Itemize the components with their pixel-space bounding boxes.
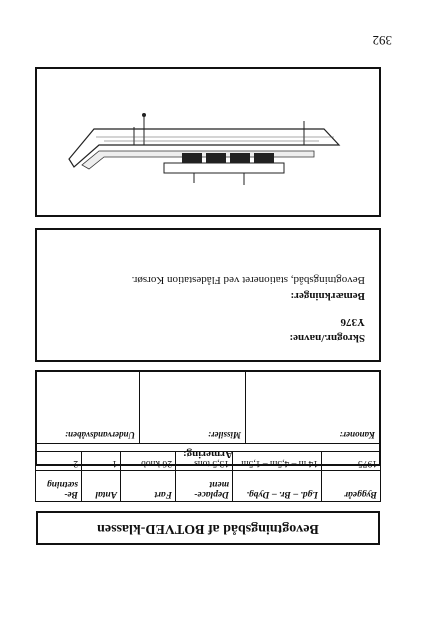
- specs-header-row: [36, 471, 381, 502]
- specs-value-cell: 2: [36, 452, 82, 471]
- specs-header-cell: Deplace-ment: [176, 471, 233, 502]
- remarks-box: [35, 228, 381, 362]
- illustration-box: [35, 67, 381, 217]
- specs-header-cell: Fart: [121, 471, 176, 502]
- specs-value-cell: 13,5 tons: [176, 452, 233, 471]
- specs-header-cell: Byggeår: [322, 471, 381, 502]
- armament-box: [35, 370, 381, 466]
- specs-value-cell: 1: [82, 452, 121, 471]
- armament-missiles: Missiler:: [139, 370, 245, 444]
- patrol-boat-icon: [64, 97, 344, 187]
- specs-header-cell: Be-sætning: [36, 471, 82, 502]
- armament-underwater: Undervandsvåben:: [65, 430, 135, 440]
- armament-guns: Kanoner:: [245, 370, 379, 444]
- page-number: 392: [372, 33, 392, 48]
- specs-header-cell: Antal: [82, 471, 121, 502]
- specs-value-cell: 14 m – 4,5m – 1,5m: [233, 452, 322, 471]
- hull-number-label: Skrognr./navne:: [289, 332, 365, 344]
- page-title: Bevogtningsbåd af BOTVED-klassen: [36, 511, 380, 545]
- remarks-label: Bemærkninger:: [290, 290, 365, 302]
- specs-value-cell: 26 knob: [121, 452, 176, 471]
- specs-header-cell: Lgd. – Br. – Dybg.: [233, 471, 322, 502]
- specs-value-cell: 1975: [322, 452, 381, 471]
- remarks-value: Bevogtningsbåd, stationeret ved Flådestation Korsør.: [131, 274, 365, 286]
- hull-number-value: Y376: [340, 316, 365, 328]
- armament-title: Armering:: [37, 443, 379, 464]
